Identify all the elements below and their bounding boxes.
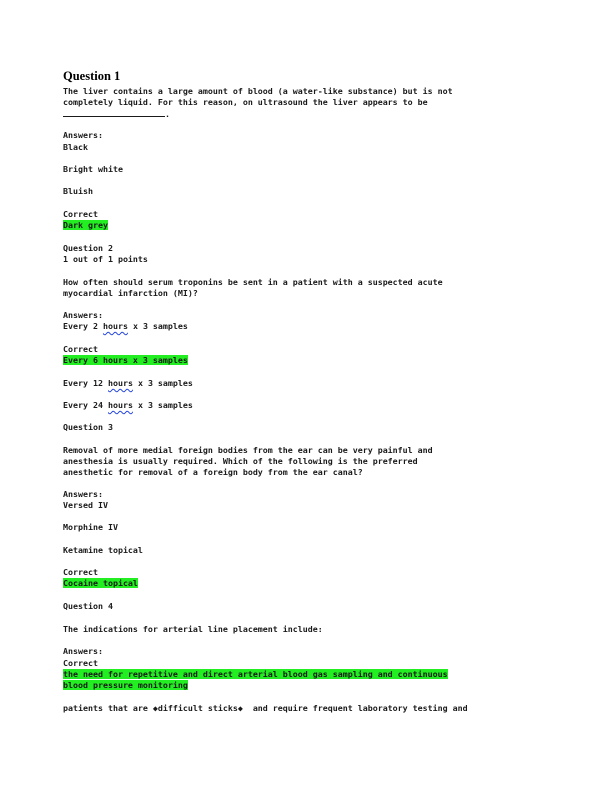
- question-4-correct-label: Correct: [63, 658, 98, 668]
- question-2-option-3: Every 12 hours x 3 samples: [63, 378, 193, 388]
- question-4-title: Question 4: [63, 601, 113, 611]
- question-2-option-4: Every 24 hours x 3 samples: [63, 400, 193, 410]
- question-3-option-3: Ketamine topical: [63, 545, 143, 555]
- question-1-option-3: Bluish: [63, 186, 93, 196]
- question-4-answers-label: Answers:: [63, 646, 103, 656]
- question-3-answers-label: Answers:: [63, 489, 103, 499]
- question-3-correct-label: Correct: [63, 567, 98, 577]
- question-2-correct-answer: Every 6 hours x 3 samples: [63, 355, 188, 365]
- question-4-option-partial: patients that are ◆difficult sticks◆ and require frequent laboratory testing and: [63, 703, 468, 713]
- question-3-correct-answer: Cocaine topical: [63, 578, 138, 588]
- question-3-title: Question 3: [63, 422, 113, 432]
- question-1-blank-line: .: [63, 108, 170, 119]
- question-1-option-2: Bright white: [63, 164, 123, 174]
- question-2-score: 1 out of 1 points: [63, 254, 148, 264]
- question-1-correct-answer: Dark grey: [63, 220, 108, 230]
- question-2-stem-line-2: myocardial infarction (MI)?: [63, 288, 198, 298]
- question-4-stem: The indications for arterial line placement include:: [63, 624, 323, 634]
- question-1-title: Question 1: [63, 69, 121, 83]
- question-3-stem-line-1: Removal of more medial foreign bodies from the ear can be very painful and: [63, 445, 433, 455]
- question-1-stem-line-2: completely liquid. For this reason, on ultrasound the liver appears to be: [63, 97, 428, 107]
- question-2-title: Question 2: [63, 243, 113, 253]
- question-3-option-1: Versed IV: [63, 500, 108, 510]
- question-3-stem-line-3: anesthetic for removal of a foreign body from the ear canal?: [63, 467, 363, 477]
- question-4-correct-answer-line-2: blood pressure monitoring: [63, 680, 188, 690]
- question-1-answers-label: Answers:: [63, 130, 103, 140]
- question-2-answers-label: Answers:: [63, 310, 103, 320]
- question-2-correct-label: Correct: [63, 344, 98, 354]
- question-1-correct-label: Correct: [63, 209, 98, 219]
- question-2-option-1: Every 2 hours x 3 samples: [63, 321, 188, 331]
- question-2-stem-line-1: How often should serum troponins be sent in a patient with a suspected acute: [63, 277, 443, 287]
- answer-blank: [63, 108, 165, 117]
- question-1-option-1: Black: [63, 142, 88, 152]
- question-3-stem-line-2: anesthesia is usually required. Which of the following is the preferred: [63, 456, 418, 466]
- question-3-option-2: Morphine IV: [63, 522, 118, 532]
- question-4-correct-answer-line-1: the need for repetitive and direct arterial blood gas sampling and continuous: [63, 669, 448, 679]
- question-1-stem-line-1: The liver contains a large amount of blood (a water-like substance) but is not: [63, 86, 453, 96]
